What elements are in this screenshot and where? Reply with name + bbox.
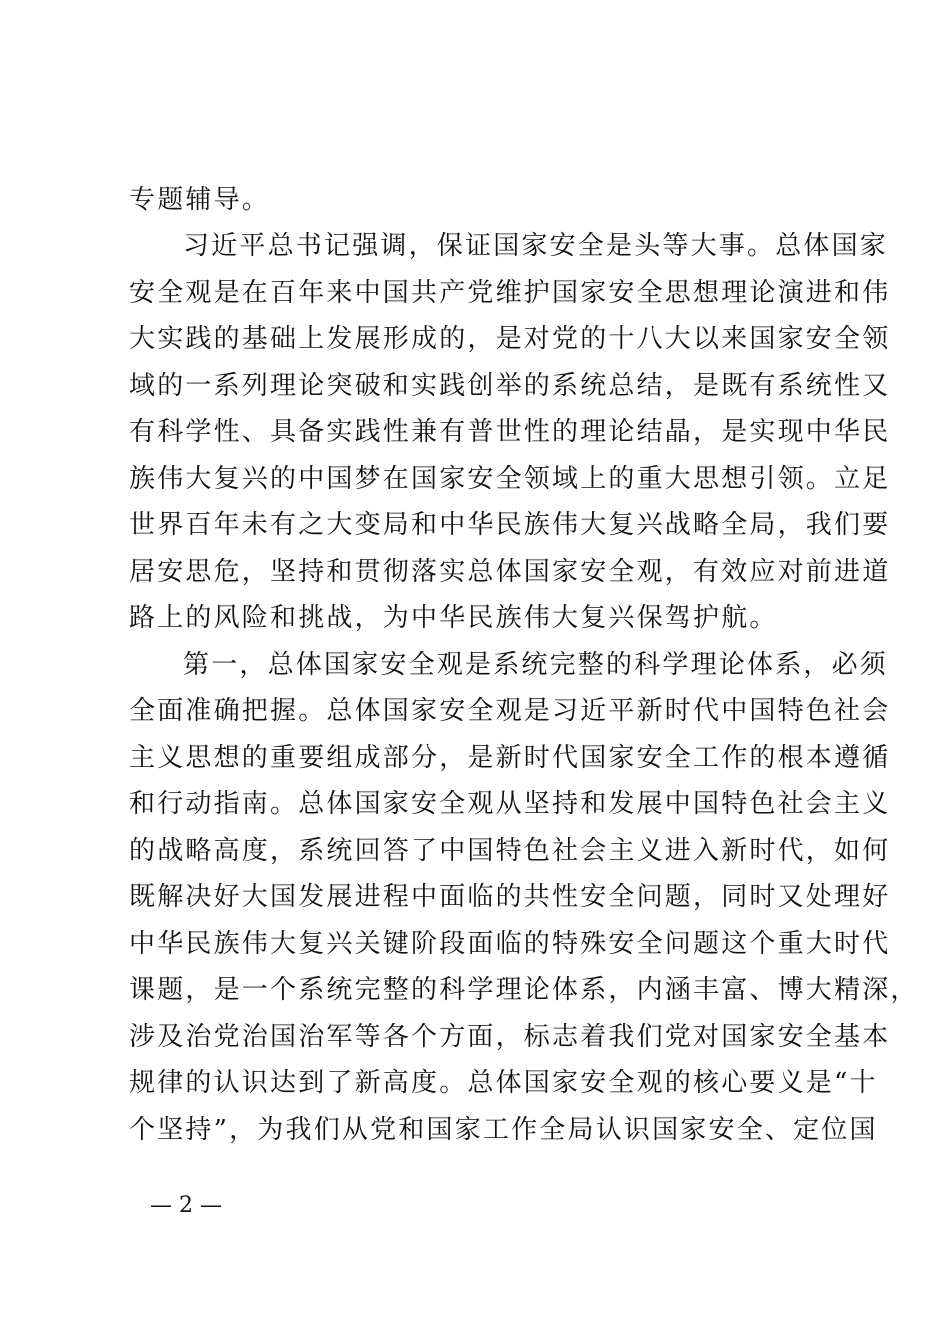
text-line: 涉及治党治国治军等各个方面，标志着我们党对国家安全基本	[129, 1022, 891, 1052]
paragraph-first-line: 第一，总体国家安全观是系统完整的科学理论体系，必须	[183, 650, 889, 680]
text-line: 路上的风险和挑战，为中华民族伟大复兴保驾护航。	[129, 603, 778, 633]
text-line: 大实践的基础上发展形成的，是对党的十八大以来国家安全领	[129, 324, 891, 354]
text-line: 的战略高度，系统回答了中国特色社会主义进入新时代，如何	[129, 836, 891, 866]
text-line: 课题，是一个系统完整的科学理论体系，内涵丰富、博大精深，	[129, 975, 919, 1005]
text-line: 安全观是在百年来中国共产党维护国家安全思想理论演进和伟	[129, 278, 891, 308]
text-line: 既解决好大国发展进程中面临的共性安全问题，同时又处理好	[129, 882, 891, 912]
text-line: 世界百年未有之大变局和中华民族伟大复兴战略全局，我们要	[129, 510, 891, 540]
text-line: 有科学性、具备实践性兼有普世性的理论结晶，是实现中华民	[129, 417, 891, 447]
text-line: 和行动指南。总体国家安全观从坚持和发展中国特色社会主义	[129, 789, 891, 819]
text-line: 主义思想的重要组成部分，是新时代国家安全工作的根本遵循	[129, 743, 891, 773]
text-line: 个坚持”，为我们从党和国家工作全局认识国家安全、定位国	[129, 1115, 878, 1145]
text-line: 规律的认识达到了新高度。总体国家安全观的核心要义是“十	[129, 1068, 878, 1098]
text-line: 中华民族伟大复兴关键阶段面临的特殊安全问题这个重大时代	[129, 929, 891, 959]
text-line: 居安思危，坚持和贯彻落实总体国家安全观，有效应对前进道	[129, 557, 891, 587]
paragraph-first-line: 习近平总书记强调，保证国家安全是头等大事。总体国家	[183, 231, 889, 261]
text-line: 族伟大复兴的中国梦在国家安全领域上的重大思想引领。立足	[129, 464, 891, 494]
text-line: 全面准确把握。总体国家安全观是习近平新时代中国特色社会	[129, 696, 891, 726]
page-number: — 2 —	[150, 1193, 222, 1218]
text-line: 专题辅导。	[129, 185, 271, 215]
text-line: 域的一系列理论突破和实践创举的系统总结，是既有系统性又	[129, 371, 891, 401]
